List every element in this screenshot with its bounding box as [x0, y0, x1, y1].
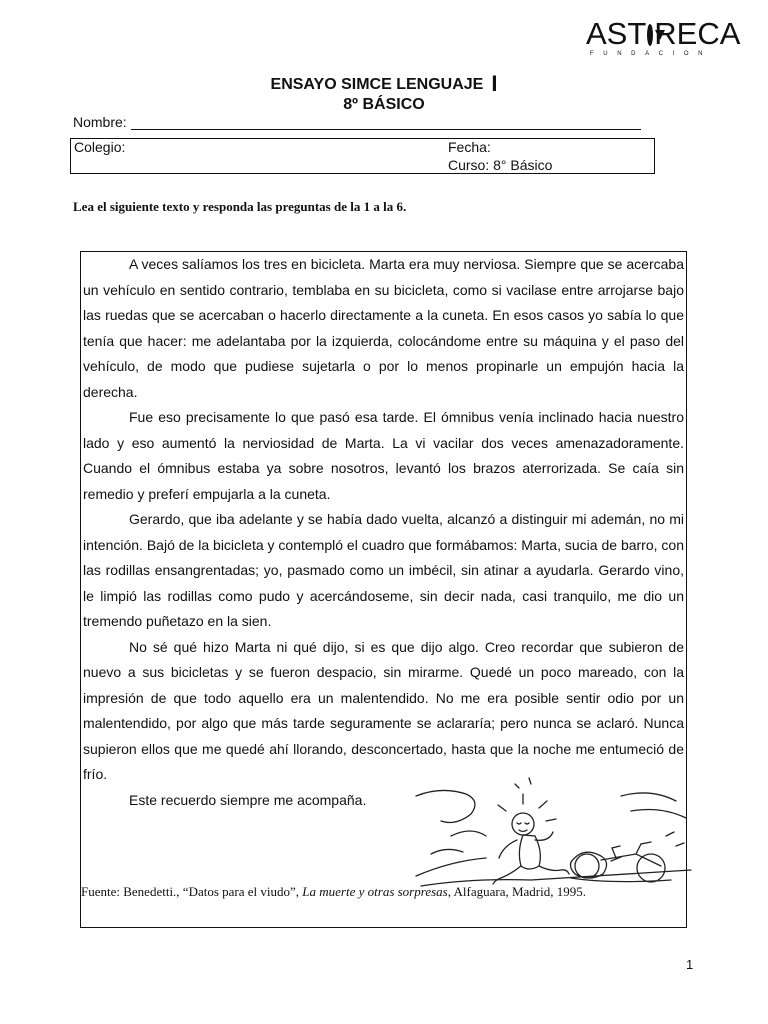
curso-label: Curso: 8° Básico	[448, 157, 553, 173]
story-box	[80, 251, 687, 928]
logo-heart-icon	[647, 24, 653, 46]
story-paragraph: Gerardo, que iba adelante y se había dado vuelta, alcanzó a distinguir mi ademán, no mi intención. Bajó de la bicicleta y contempló el cuadro que formábamos: Marta, sucia de barro, con las rodillas ensangrentadas; yo, pasmado como un imbécil, sin atinar a ayudarla. Gerardo vino, le limpió las rodillas como pudo y acercándoseme, sin decir nada, casi tranquilo, me dio un tremendo puñetazo en la sien.	[83, 511, 684, 629]
logo-text-left: AST	[586, 16, 647, 51]
source-citation	[81, 884, 671, 900]
colegio-label: Colegio:	[74, 139, 126, 155]
nombre-label: Nombre:	[73, 114, 127, 130]
title-roman-numeral: I	[491, 71, 498, 96]
logo-wordmark	[586, 16, 741, 51]
astoreca-logo	[586, 16, 741, 62]
story-paragraph: Este recuerdo siempre me acompaña.	[129, 791, 367, 808]
story-paragraph: A veces salíamos los tres en bicicleta. Marta era muy nerviosa. Siempre que se acercaba un vehículo en sentido contrario, temblaba en su bicicleta, como si vacilase entre arrojarse bajo las ruedas que se acercaban o hacerlo directamente a la cuneta. En esos casos yo sabía lo que tenía que hacer: me adelantaba por la izquierda, colocándome entre su máquina y el paso del vehículo, de modo que pudiese sujetarla o por lo menos propinarle un empujón hacia la derecha.	[83, 256, 684, 400]
story-paragraph: Fue eso precisamente lo que pasó esa tarde. El ómnibus venía inclinado hacia nuestro lado y eso aumentó la nerviosidad de Marta. La vi vacilar dos veces amenazadoramente. Cuando el ómnibus estaba ya sobre nosotros, levantó los brazos aterrorizada. Se caía sin remedio y preferí empujarla a la cuneta.	[83, 409, 684, 502]
page-number: 1	[686, 957, 694, 972]
document-title	[0, 72, 768, 115]
title-line2: 8º BÁSICO	[343, 96, 425, 113]
logo-subtitle: FUNDACION	[590, 51, 713, 57]
story-text	[83, 252, 684, 813]
fecha-label: Fecha:	[448, 139, 491, 155]
source-prefix: Fuente: Benedetti., “Datos para el viudo”,	[81, 884, 303, 899]
reading-instruction: Lea el siguiente texto y responda las preguntas de la 1 a la 6.	[73, 199, 407, 214]
logo-text-right: RECA	[654, 16, 741, 51]
bicycle-fall-illustration	[411, 766, 701, 891]
story-paragraph: No sé qué hizo Marta ni qué dijo, si es que dijo algo. Creo recordar que subieron de nuevo a sus bicicletas y se fueron despacio, sin mirarme. Quedé un poco mareado, con la impresión de que todo aquello era un malentendido. No me era posible sentir odio por un malentendido, por algo que más tarde seguramente se aclararía; pero nunca se aclaró. Nunca supieron ellos que me quedé ahí llorando, desconcertado, hasta que la noche me entumeció de frío.	[83, 638, 684, 782]
school-info-box	[70, 138, 655, 174]
title-line1: ENSAYO SIMCE LENGUAJE	[270, 76, 484, 93]
source-book-title: La muerte y otras sorpresas	[302, 884, 448, 899]
source-suffix: , Alfaguara, Madrid, 1995.	[447, 884, 586, 899]
nombre-field-line[interactable]	[131, 129, 641, 130]
